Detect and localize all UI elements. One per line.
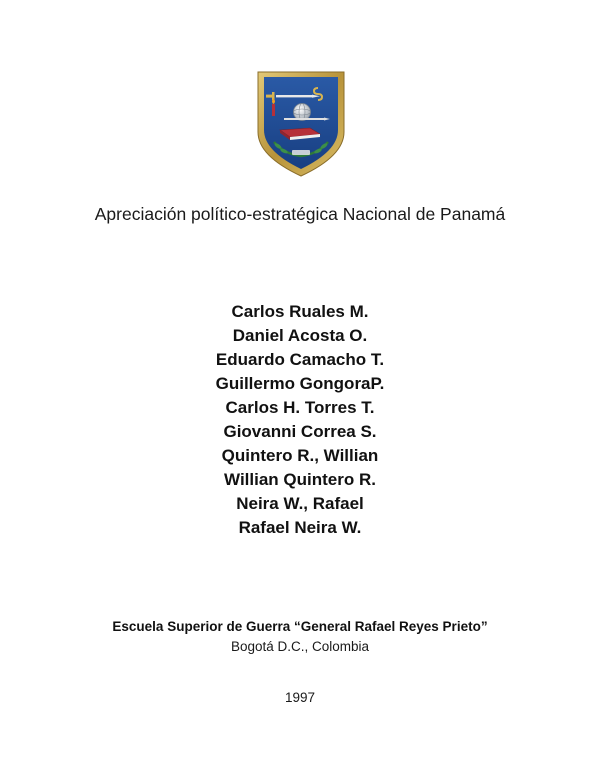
- shield-crest-icon: [254, 70, 348, 180]
- author-name: Rafael Neira W.: [238, 518, 362, 537]
- author-name: Giovanni Correa S.: [223, 422, 377, 441]
- author-name: Carlos H. Torres T.: [225, 398, 375, 417]
- document-title: Apreciación político-estratégica Nacional de Panamá: [94, 204, 506, 224]
- institution-location: Bogotá D.C., Colombia: [230, 639, 370, 654]
- author-list: [0, 300, 600, 540]
- author-name: Daniel Acosta O.: [232, 326, 368, 345]
- author-name: Eduardo Camacho T.: [215, 350, 385, 369]
- author-name: Neira W., Rafael: [236, 494, 364, 513]
- author-name: Guillermo GongoraP.: [215, 374, 385, 393]
- author-name: Quintero R., Willian: [221, 446, 379, 465]
- author-name: Willian Quintero R.: [224, 470, 376, 489]
- publication-year: 1997: [284, 690, 316, 705]
- author-name: Carlos Ruales M.: [231, 302, 369, 321]
- institution-name: Escuela Superior de Guerra “General Rafael Reyes Prieto”: [112, 619, 488, 634]
